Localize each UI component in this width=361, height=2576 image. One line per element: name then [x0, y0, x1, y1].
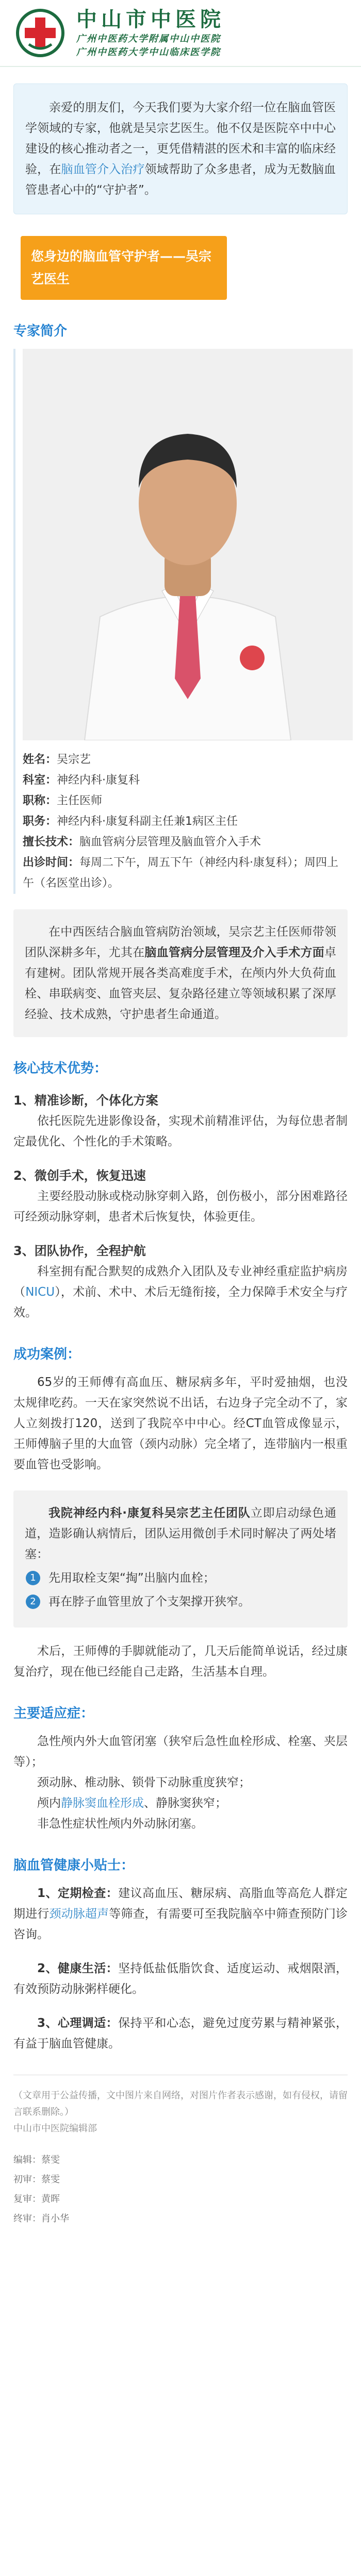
step-text-1: 先用取栓支架“掏”出脑内血栓；	[48, 1571, 215, 1585]
tip-1-a: 建议高血压、糖尿病、高脂血等高危人群定期进行	[13, 1887, 348, 1921]
intro-text-b: 领域帮助了众多患者，成为无数脑血管患者心中的“守护者”。	[25, 163, 336, 197]
duty-label: 职务：	[23, 815, 57, 828]
core-tech-item-1	[13, 1090, 348, 1152]
source-line: 中山市中医院编辑部	[13, 2123, 97, 2134]
tip-1	[13, 1883, 348, 1945]
name-label: 姓名：	[23, 753, 57, 766]
case-step-1	[30, 1568, 336, 1588]
indication-3a: 颅内	[37, 1797, 61, 1810]
indication-3b: 、静脉窦狭窄；	[144, 1797, 227, 1810]
core-tech-text-3	[13, 1261, 348, 1323]
second-review-line: 复审：黄晖	[13, 2194, 60, 2205]
profile-spec-row	[23, 832, 348, 853]
profile-title-row	[23, 791, 348, 811]
tip-1-highlight: 颈动脉超声	[49, 1907, 109, 1921]
tip-1-b: 等筛查，有需要可至我院脑卒中筛查预防门诊咨询。	[13, 1907, 348, 1941]
tip-3-text: 保持平和心态，避免过度劳累与精神紧张，有益于脑血管健康。	[13, 2016, 348, 2050]
team-intro-card	[13, 909, 348, 1037]
profile-clinic-row	[23, 853, 348, 894]
doctor-name: 吴宗艺	[57, 753, 91, 766]
step-number-2: 2	[26, 1595, 40, 1609]
step-text-2: 再在脖子血管里放了个支架撑开狭窄。	[48, 1595, 250, 1608]
profile-duty-row	[23, 811, 348, 832]
title-label: 职称：	[23, 794, 57, 807]
doctor-dept: 神经内科·康复科	[57, 774, 140, 787]
profile-card	[13, 349, 348, 894]
core-tech-heading-1: 1、精准诊断，个体化方案	[13, 1093, 158, 1108]
indication-1: 急性颅内外大血管闭塞（狭窄后急性血栓形成、栓塞、夹层等）；	[13, 1735, 348, 1769]
profile-name-row	[23, 750, 348, 770]
tip-2-heading: 2、健康生活：	[37, 1962, 119, 1975]
doctor-photo	[23, 349, 353, 740]
doctor-title: 主任医师	[57, 794, 103, 807]
tip-2-text: 坚持低盐低脂饮食、适度运动、戒烟限酒，有效预防动脉粥样硬化。	[13, 1962, 348, 1996]
case-team-rest: 立即启动绿色通道，造影确认病情后，团队运用微创手术同时解决了两处堵塞：	[25, 1506, 337, 1561]
profile-section-title: 专家简介	[13, 324, 68, 339]
case-treatment-card	[13, 1490, 348, 1628]
core-tech-item-3	[13, 1241, 348, 1323]
core-tech-heading-2: 2、微创手术，恢复迅速	[13, 1168, 146, 1183]
page-header	[0, 0, 361, 67]
hospital-title: 中山市中医院	[76, 7, 225, 31]
case-step-2	[30, 1591, 336, 1612]
tip-2	[13, 1958, 348, 1999]
profile-dept-row	[23, 770, 348, 791]
dept-label: 科室：	[23, 774, 57, 787]
core-tech-item-2	[13, 1165, 348, 1227]
case-outcome: 术后，王师傅的手脚就能动了，几天后能简单说话，经过康复治疗，现在他已经能自己走路，生活基本自理。	[13, 1645, 348, 1679]
tip-1-heading: 1、定期检查：	[37, 1887, 119, 1900]
team-intro-bold: 脑血管病分层管理及介入手术方面	[144, 946, 325, 959]
core-tech-text-2: 主要经股动脉或桡动脉穿刺入路，创伤极小，部分困难路径可经颈动脉穿刺，患者术后恢复快，体验更佳。	[13, 1190, 348, 1224]
core-tech-heading-3: 3、团队协作，全程护航	[13, 1244, 146, 1258]
hospital-subtitle-2: 广州中医药大学中山临床医学院	[76, 47, 221, 58]
tip-3-heading: 3、心理调适：	[37, 2016, 119, 2030]
clinic-label: 出诊时间：	[23, 856, 80, 869]
case-team-bold: 我院神经内科·康复科吴宗艺主任团队	[48, 1506, 251, 1520]
step-number-1: 1	[26, 1571, 40, 1585]
intro-card	[13, 83, 348, 214]
core-tech-text-1: 依托医院先进影像设备，实现术前精准评估，为每位患者制定最优化、个性化的手术策略。	[13, 1114, 348, 1148]
core-tech-title: 核心技术优势：	[13, 1061, 108, 1076]
spec-label: 擅长技术：	[23, 836, 80, 849]
doctor-clinic: 每周二下午，周五下午（神经内科·康复科）；周四上午（名医堂出诊）。	[23, 856, 339, 890]
case-team-text	[25, 1503, 336, 1565]
indications-title: 主要适应症：	[13, 1706, 94, 1721]
profile-info	[23, 750, 348, 894]
final-review-line: 终审：肖小华	[13, 2213, 69, 2224]
copyright-notice: （文章用于公益传播，文中图片来自网络，对图片作者表示感谢，如有侵权，请留言联系删除。）	[13, 2090, 348, 2117]
editor-credits	[13, 2150, 348, 2229]
nicu-highlight: NICU	[25, 1285, 55, 1299]
first-review-line: 初审：蔡雯	[13, 2174, 60, 2185]
intro-text-a: 亲爱的朋友们，今天我们要为大家介绍一位在脑血管医学领域的专家，他就是吴宗艺医生。他不仅是医院卒中中心建设的核心推动者之一，更凭借精湛的医术和丰富的临床经验，在	[25, 101, 336, 176]
hospital-subtitle-1: 广州中医药大学附属中山中医院	[76, 33, 221, 44]
tip-3	[13, 2013, 348, 2054]
article-footer	[13, 2075, 348, 2137]
hospital-name-block	[76, 7, 225, 59]
tips-title: 脑血管健康小贴士：	[13, 1858, 135, 1873]
doctor-duty: 神经内科·康复科副主任兼1病区主任	[57, 815, 238, 828]
team-intro-text	[25, 922, 336, 1025]
core-tech-text-3b: ），术前、术中、术后无缝衔接，全力保障手术安全与疗效。	[13, 1285, 348, 1319]
intro-highlight: 脑血管介入治疗	[61, 163, 145, 176]
team-intro-c: 卓有建树。团队常规开展各类高难度手术，在颅内外大负荷血栓、串联病变、血管夹层、复杂路径建立等领域积累了深厚经验、技术成熟，守护患者生命通道。	[25, 946, 337, 1021]
article-body	[0, 83, 361, 2229]
indication-4: 非急性症状性颅内外动脉闭塞。	[37, 1817, 203, 1831]
doctor-banner: 您身边的脑血管守护者——吴宗艺医生	[21, 236, 227, 300]
case-title: 成功案例：	[13, 1347, 81, 1362]
intro-text	[25, 97, 336, 200]
hospital-logo	[15, 8, 65, 58]
indication-2: 颈动脉、椎动脉、锁骨下动脉重度狭窄；	[37, 1776, 251, 1789]
team-intro-a: 在中西医结合脑血管病防治领域，吴宗艺主任医师带领团队深耕多年，尤其在	[25, 925, 336, 959]
doctor-portrait	[23, 349, 353, 740]
editor-line: 编辑：蔡雯	[13, 2155, 60, 2165]
doctor-spec: 脑血管病分层管理及脑血管介入手术	[79, 836, 261, 849]
indication-3-highlight: 静脉窦血栓形成	[61, 1797, 144, 1810]
case-text: 65岁的王师傅有高血压、糖尿病多年，平时爱抽烟，也没太规律吃药。一天在家突然说不出话，右边身子完全动不了，家人立刻拨打120，送到了我院卒中中心。经CT血管成像显示，王师傅脑子里的大血管（颈内动脉）完全堵了，连带脑内一根重要血管也受影响。	[13, 1376, 348, 1471]
core-tech-text-3a: 科室拥有配合默契的成熟介入团队及专业神经重症监护病房（	[13, 1265, 348, 1299]
indication-3	[13, 1793, 348, 1814]
